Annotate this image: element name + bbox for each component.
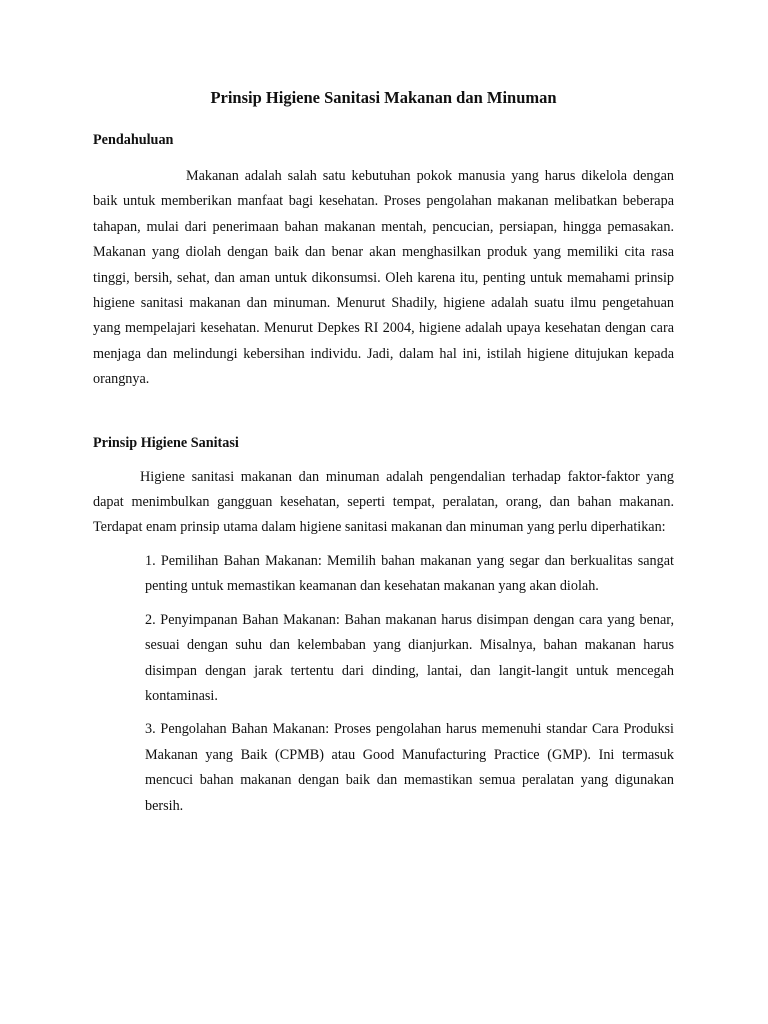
intro-paragraph: Makanan adalah salah satu kebutuhan pokok manusia yang harus dikelola dengan baik untuk memberikan manfaat bagi kesehatan. Proses pengolahan makanan melibatkan beberapa tahapan, mulai dari penerimaan bahan makanan mentah, pencucian, persiapan, hingga pemasakan. Makanan yang diolah dengan baik dan benar akan menghasilkan produk yang memiliki cita rasa tinggi, bersih, sehat, dan aman untuk dikonsumsi. Oleh karena itu, penting untuk memahami prinsip higiene sanitasi makanan dan minuman. Menurut Shadily, higiene adalah suatu ilmu pengetahuan yang mempelajari kesehatan. Menurut Depkes RI 2004, higiene adalah upaya kesehatan dengan cara menjaga dan melindungi kebersihan individu. Jadi, dalam hal ini, istilah higiene ditujukan kepada orangnya.: [93, 168, 674, 388]
principles-paragraph: Higiene sanitasi makanan dan minuman adalah pengendalian terhadap faktor-faktor yang dapat menimbulkan gangguan kesehatan, seperti tempat, peralatan, orang, dan bahan makanan. Terdapat enam prinsip utama dalam higiene sanitasi makanan dan minuman yang perlu diperhatikan:: [93, 468, 674, 536]
list-item: 2. Penyimpanan Bahan Makanan: Bahan makanan harus disimpan dengan cara yang benar, sesuai dengan suhu dan kelembaban yang dianjurkan. Misalnya, bahan makanan harus disimpan dengan jarak tertentu dari dinding, lantai, dan langit-langit untuk mencegah kontaminasi.: [145, 611, 674, 704]
principles-list: [145, 549, 674, 819]
document-title: Prinsip Higiene Sanitasi Makanan dan Minuman: [210, 88, 557, 107]
section-heading-prinsip: Prinsip Higiene Sanitasi: [93, 434, 239, 451]
section-heading-pendahuluan: Pendahuluan: [93, 132, 174, 148]
list-item: 3. Pengolahan Bahan Makanan: Proses pengolahan harus memenuhi standar Cara Produksi Makanan yang Baik (CPMB) atau Good Manufacturing Practice (GMP). Ini termasuk mencuci bahan makanan dengan baik dan memastikan semua peralatan yang digunakan bersih.: [145, 721, 674, 814]
list-item: 1. Pemilihan Bahan Makanan: Memilih bahan makanan yang segar dan berkualitas sangat penting untuk memastikan keamanan dan kesehatan makanan yang akan diolah.: [145, 552, 674, 595]
